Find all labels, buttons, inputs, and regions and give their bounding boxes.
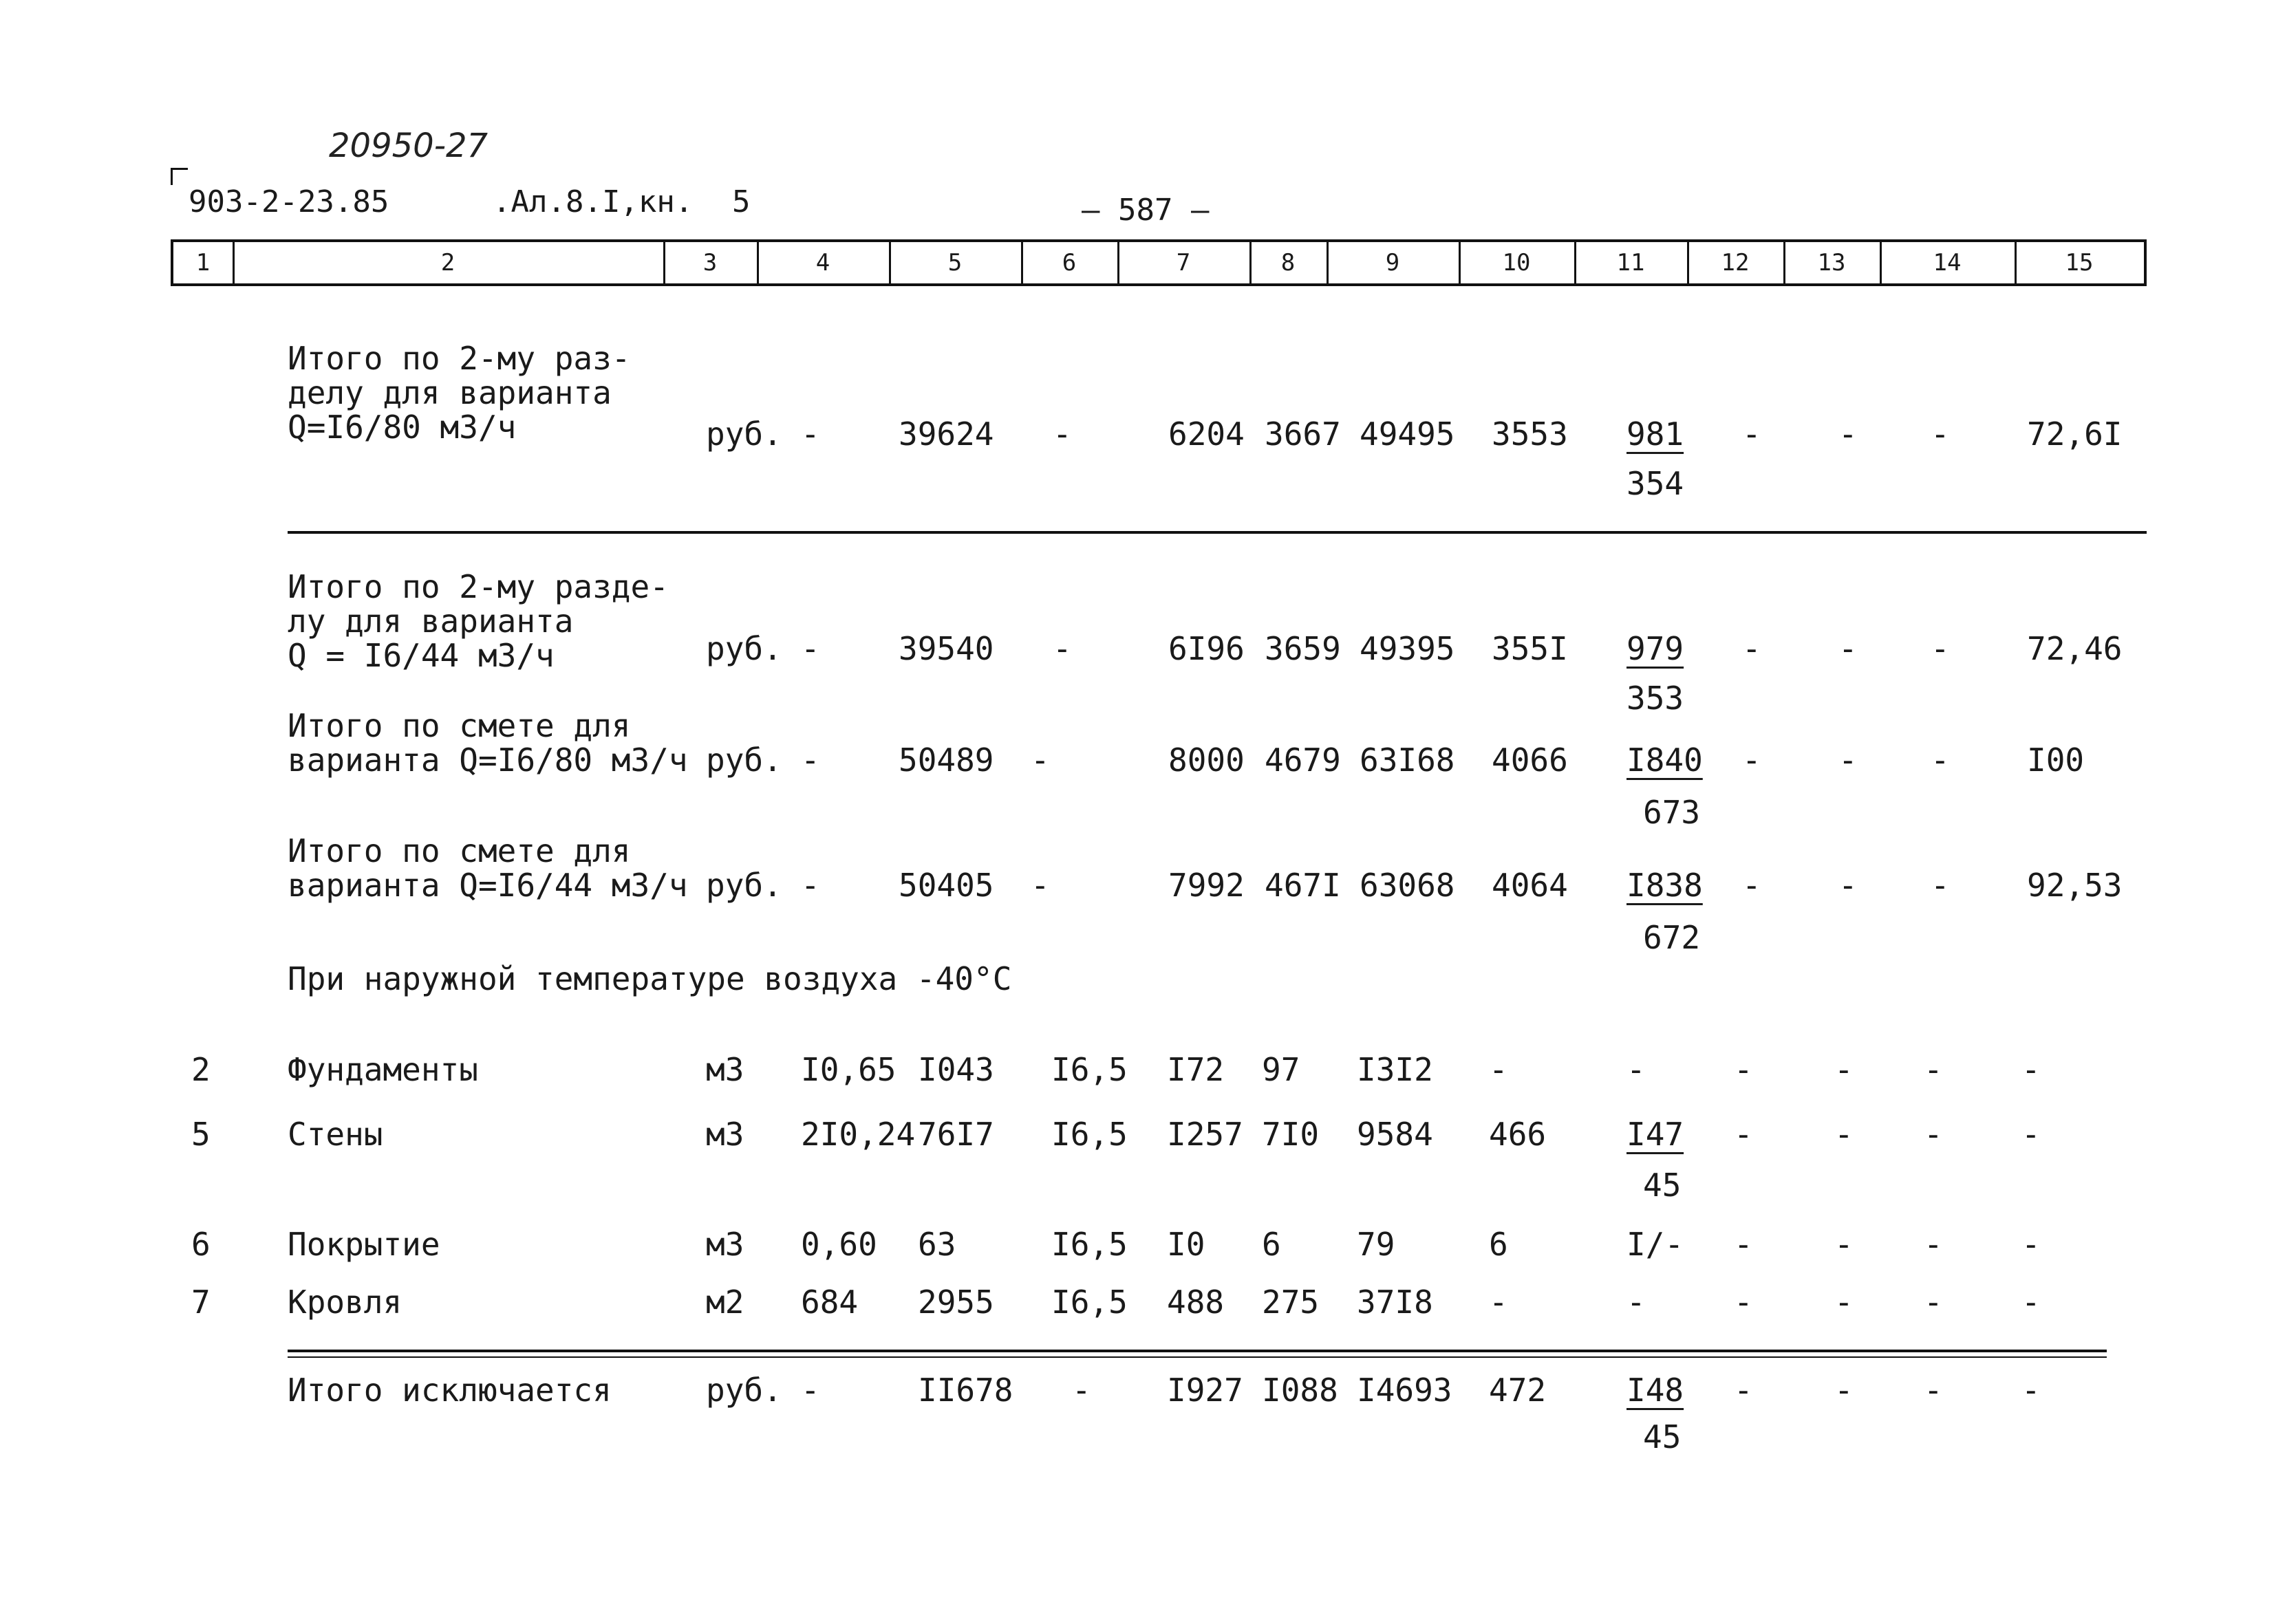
row-caption — [288, 341, 631, 444]
cell-col8: 4679 — [1265, 741, 1341, 779]
cell-col11-numerator: - — [1627, 1051, 1646, 1088]
cell-col4: I0,65 — [801, 1051, 897, 1088]
section-divider — [288, 531, 2147, 534]
cell-col8: 3667 — [1265, 415, 1341, 453]
column-number: 14 — [1880, 242, 2017, 283]
cell-col13: - — [1838, 415, 1858, 453]
caption-line: делу для варианта — [288, 374, 612, 411]
cell-col11-numerator: I47 — [1627, 1116, 1684, 1153]
cell-col13: - — [1838, 741, 1858, 779]
cell-col15: - — [2021, 1226, 2041, 1263]
cell-col11-numerator: 979 — [1627, 630, 1684, 667]
cell-col7: I72 — [1167, 1051, 1225, 1088]
item-number: 5 — [191, 1116, 211, 1153]
caption-line: Q = I6/44 м3/ч — [288, 637, 555, 674]
item-name: Фундаменты — [288, 1051, 478, 1088]
cell-col7: 8000 — [1168, 741, 1245, 779]
cell-col13: - — [1834, 1116, 1854, 1153]
cell-col10: 3553 — [1492, 415, 1568, 453]
column-number: 2 — [233, 242, 665, 283]
cell-col11-numerator: 981 — [1627, 415, 1684, 453]
cell-col7: I257 — [1167, 1116, 1243, 1153]
cell-col4: 2I0,24 — [801, 1116, 916, 1153]
unit-cell: м3 — [706, 1226, 744, 1263]
cell-col13: - — [1834, 1226, 1854, 1263]
cell-col7: I0 — [1167, 1226, 1205, 1263]
cell-col9: I3I2 — [1357, 1051, 1433, 1088]
cell-col11-denominator: 45 — [1643, 1167, 1682, 1204]
item-name: Стены — [288, 1116, 383, 1153]
cell-col4: - — [801, 630, 820, 667]
cell-col4: - — [801, 1372, 820, 1409]
cell-col5: I043 — [918, 1051, 994, 1088]
column-number: 13 — [1783, 242, 1882, 283]
column-number: 7 — [1117, 242, 1252, 283]
cell-col13: - — [1838, 630, 1858, 667]
cell-col5: 39540 — [899, 630, 994, 667]
cell-col6: - — [1031, 741, 1050, 779]
cell-col15: 72,6I — [2027, 415, 2123, 453]
column-number: 6 — [1021, 242, 1119, 283]
section-divider — [288, 1356, 2107, 1358]
cell-col11-denominator: 673 — [1643, 794, 1701, 831]
item-name: Покрытие — [288, 1226, 440, 1263]
cell-col12: - — [1734, 1051, 1753, 1088]
cell-col9: I4693 — [1357, 1372, 1452, 1409]
unit-cell: м3 — [706, 1051, 744, 1088]
caption-line: варианта Q=I6/80 м3/ч — [288, 741, 688, 779]
cell-col12: - — [1742, 415, 1761, 453]
cell-col5: 50405 — [899, 867, 994, 904]
cell-col10: - — [1489, 1051, 1508, 1088]
cell-col11-numerator: I840 — [1627, 741, 1703, 779]
cell-col13: - — [1834, 1284, 1854, 1321]
cell-col10: 4066 — [1492, 741, 1568, 779]
cell-col4: - — [801, 741, 820, 779]
cell-col9: 63I68 — [1360, 741, 1455, 779]
cell-col6: - — [1031, 867, 1050, 904]
cell-col8: 7I0 — [1262, 1116, 1320, 1153]
cell-col10: 472 — [1489, 1372, 1547, 1409]
cell-col12: - — [1742, 630, 1761, 667]
cell-col9: 49395 — [1360, 630, 1455, 667]
cell-col4: 0,60 — [801, 1226, 877, 1263]
column-number: 12 — [1687, 242, 1785, 283]
cell-col6: I6,5 — [1051, 1226, 1128, 1263]
cell-col6: - — [1072, 1372, 1091, 1409]
column-number: 3 — [663, 242, 759, 283]
cell-col9: 79 — [1357, 1226, 1395, 1263]
cell-col15: 72,46 — [2027, 630, 2123, 667]
unit-cell: руб. — [706, 741, 782, 779]
cell-col7: 7992 — [1168, 867, 1245, 904]
handwritten-archive-number: 20950-27 — [329, 127, 489, 165]
cell-col14: - — [1924, 1116, 1943, 1153]
row-caption: Итого исключается — [288, 1372, 612, 1409]
column-number: 8 — [1249, 242, 1329, 283]
cell-col14: - — [1931, 415, 1950, 453]
cell-col14: - — [1931, 741, 1950, 779]
cell-col12: - — [1742, 741, 1761, 779]
caption-line: Итого по 2-му раз- — [288, 340, 631, 377]
cell-col6: I6,5 — [1051, 1284, 1128, 1321]
cell-col4: - — [801, 867, 820, 904]
column-number: 10 — [1459, 242, 1576, 283]
cell-col11-denominator: 354 — [1627, 465, 1684, 502]
cell-col6: - — [1053, 415, 1072, 453]
cell-col15: 92,53 — [2027, 867, 2123, 904]
cell-col14: - — [1924, 1372, 1943, 1409]
column-number: 1 — [173, 242, 235, 283]
cell-col15: - — [2021, 1051, 2041, 1088]
item-number: 7 — [191, 1284, 211, 1321]
cell-col14: - — [1931, 630, 1950, 667]
column-number: 9 — [1327, 242, 1461, 283]
temperature-note: При наружной температуре воздуха -40°C — [288, 960, 1012, 997]
cell-col9: 63068 — [1360, 867, 1455, 904]
cell-col8: I088 — [1262, 1372, 1338, 1409]
cell-col9: 49495 — [1360, 415, 1455, 453]
cell-col4: - — [801, 415, 820, 453]
caption-line: варианта Q=I6/44 м3/ч — [288, 867, 688, 904]
cell-col7: 6204 — [1168, 415, 1245, 453]
cell-col5: 76I7 — [918, 1116, 994, 1153]
cell-col8: 3659 — [1265, 630, 1341, 667]
cell-col13: - — [1834, 1051, 1854, 1088]
cell-col5: 63 — [918, 1226, 956, 1263]
cell-col11-denominator: 45 — [1643, 1418, 1682, 1455]
cell-col11-numerator: I/- — [1627, 1226, 1684, 1263]
cell-col8: 97 — [1262, 1051, 1300, 1088]
cell-col7: 6I96 — [1168, 630, 1245, 667]
cell-col9: 37I8 — [1357, 1284, 1433, 1321]
unit-cell: м2 — [706, 1284, 744, 1321]
caption-line: Итого по 2-му разде- — [288, 568, 669, 605]
cell-col11-denominator: 672 — [1643, 919, 1701, 956]
unit-cell: м3 — [706, 1116, 744, 1153]
cell-col6: I6,5 — [1051, 1116, 1128, 1153]
cell-col8: 6 — [1262, 1226, 1281, 1263]
cell-col12: - — [1734, 1116, 1753, 1153]
cell-col15: - — [2021, 1372, 2041, 1409]
caption-line: лу для варианта — [288, 603, 574, 640]
cell-col8: 275 — [1262, 1284, 1320, 1321]
cell-col12: - — [1734, 1372, 1753, 1409]
unit-cell: руб. — [706, 415, 782, 453]
item-number: 2 — [191, 1051, 211, 1088]
cell-col13: - — [1838, 867, 1858, 904]
cell-col10: 355I — [1492, 630, 1568, 667]
item-number: 6 — [191, 1226, 211, 1263]
cell-col11-numerator: I48 — [1627, 1372, 1684, 1409]
column-number: 5 — [889, 242, 1023, 283]
column-number: 15 — [2065, 249, 2094, 277]
cell-col4: 684 — [801, 1284, 859, 1321]
cell-col15: - — [2021, 1116, 2041, 1153]
album-reference: .Ал.8.I,кн. — [493, 184, 694, 219]
document-code: 903-2-23.85 — [189, 184, 389, 219]
item-name: Кровля — [288, 1284, 402, 1321]
cell-col5: II678 — [918, 1372, 1013, 1409]
page-number: — 587 — — [1082, 193, 1210, 228]
row-caption — [288, 834, 688, 902]
row-caption — [288, 570, 669, 673]
cell-col6: - — [1053, 630, 1072, 667]
cell-col11-denominator: 353 — [1627, 680, 1684, 717]
cell-col12: - — [1742, 867, 1761, 904]
cell-col7: 488 — [1167, 1284, 1225, 1321]
cell-col6: I6,5 — [1051, 1051, 1128, 1088]
row-caption — [288, 708, 688, 777]
column-number: 4 — [757, 242, 891, 283]
corner-mark — [171, 168, 188, 185]
cell-col13: - — [1834, 1372, 1854, 1409]
cell-col15: - — [2021, 1284, 2041, 1321]
cell-col10: - — [1489, 1284, 1508, 1321]
cell-col15: I00 — [2027, 741, 2085, 779]
cell-col7: I927 — [1167, 1372, 1243, 1409]
cell-col11-numerator: - — [1627, 1284, 1646, 1321]
cell-col14: - — [1924, 1226, 1943, 1263]
unit-cell: руб. — [706, 1372, 782, 1409]
cell-col5: 39624 — [899, 415, 994, 453]
cell-col12: - — [1734, 1284, 1753, 1321]
caption-line: Q=I6/80 м3/ч — [288, 409, 517, 446]
cell-col12: - — [1734, 1226, 1753, 1263]
cell-col5: 50489 — [899, 741, 994, 779]
book-number: 5 — [732, 184, 751, 219]
caption-line: Итого по смете для — [288, 832, 631, 869]
unit-cell: руб. — [706, 630, 782, 667]
column-number-header — [171, 239, 2147, 286]
cell-col14: - — [1924, 1051, 1943, 1088]
cell-col14: - — [1924, 1284, 1943, 1321]
unit-cell: руб. — [706, 867, 782, 904]
section-divider — [288, 1350, 2107, 1352]
cell-col5: 2955 — [918, 1284, 994, 1321]
column-number: 11 — [1574, 242, 1689, 283]
cell-col10: 6 — [1489, 1226, 1508, 1263]
cell-col10: 4064 — [1492, 867, 1568, 904]
cell-col8: 467I — [1265, 867, 1341, 904]
cell-col10: 466 — [1489, 1116, 1547, 1153]
cell-col14: - — [1931, 867, 1950, 904]
cell-col9: 9584 — [1357, 1116, 1433, 1153]
caption-line: Итого по смете для — [288, 707, 631, 744]
cell-col11-numerator: I838 — [1627, 867, 1703, 904]
